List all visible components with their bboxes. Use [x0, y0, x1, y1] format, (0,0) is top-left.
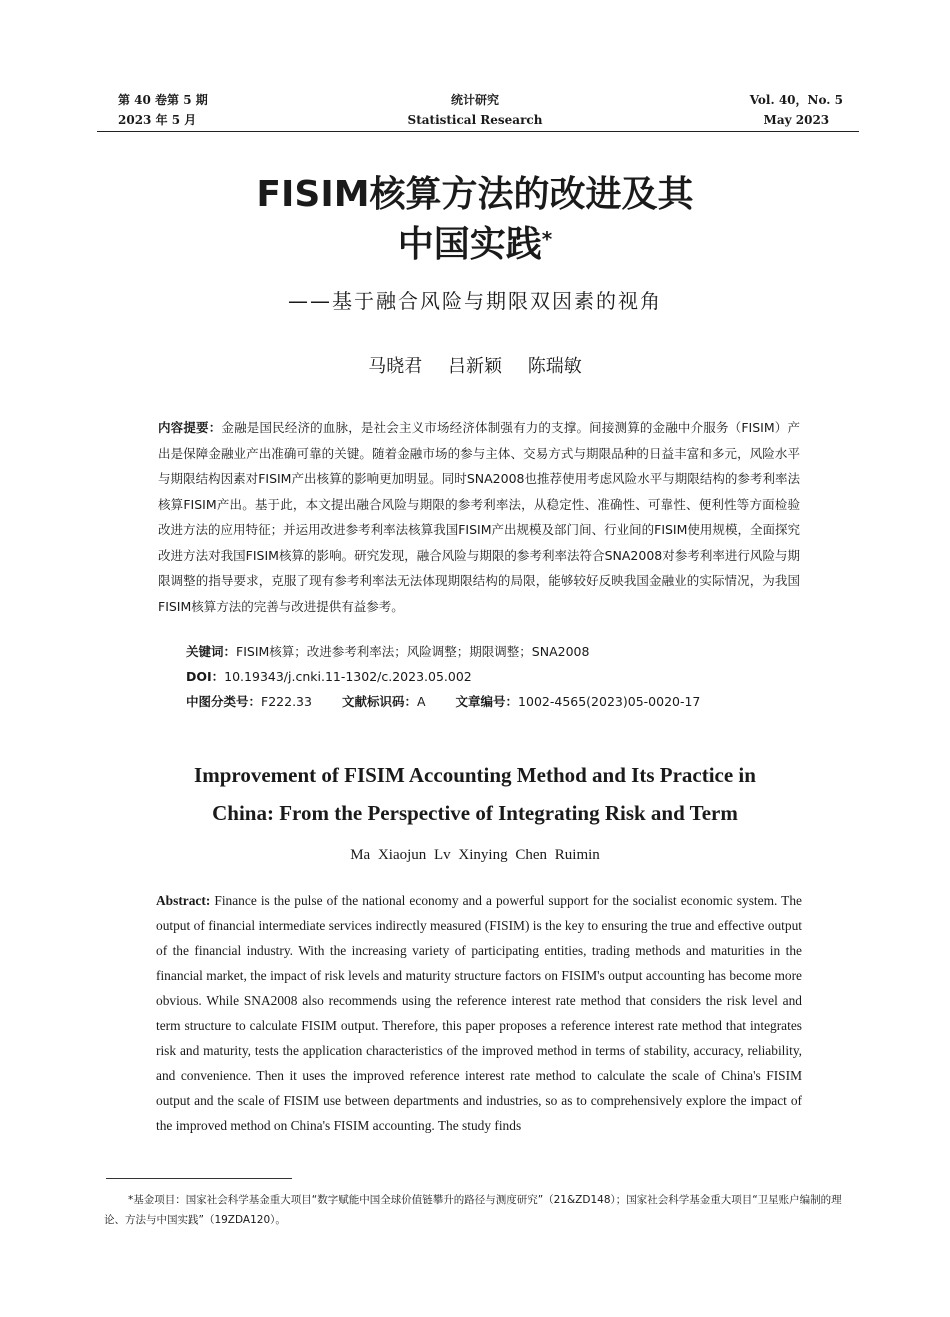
abstract-cn — [158, 415, 800, 619]
volume-issue-cn: 第 40 卷第 5 期 — [118, 93, 208, 107]
abstract-en-label: Abstract: — [156, 893, 211, 908]
keywords — [186, 642, 589, 662]
authors-cn: 马晓君 吕新颖 陈瑞敏 — [368, 356, 582, 377]
keywords-label: 关键词： — [186, 644, 237, 659]
abstract-en-text: Finance is the pulse of the national economy and a powerful support for the socialist economic system. The output of financial intermediate services indirectly measured (FISIM) is the key to ensuring the true and effective output of the financial industry. With the increasing variety of participating entities, trading methods and maturities in the financial market, the impact of risk levels and maturity structure factors on FISIM's output accounting has become more obvious. While SNA2008 also recommends using the reference interest rate method that considers the risk level and term structure to calculate FISIM output. Therefore, this paper proposes a reference interest rate method that integrates risk and maturity, tests the application characteristics of the improved method in terms of stability, accuracy, reliability, and convenience. Then it uses the improved reference interest rate method to calculate the scale of China's FISIM output and the scale of FISIM use between departments and industries, so as to comprehensively explore the impact of the improved method on China's FISIM accounting. The study finds — [156, 893, 802, 1133]
abstract-cn-text: 金融是国民经济的血脉，是社会主义市场经济体制强有力的支撑。间接测算的金融中介服务（FISIM）产出是保障金融业产出准确可靠的关键。随着金融市场的参与主体、交易方式与期限品种的日益丰富和多元，风险水平与期限结构因素对FISIM产出核算的影响更加明显。同时SNA2008也推荐使用考虑风险水平与期限结构的参考利率法核算FISIM产出。基于此，本文提出融合风险与期限的参考利率法，从稳定性、准确性、可靠性、便利性等方面检验改进方法的应用特征；并运用改进参考利率法核算我国FISIM产出规模及部门间、行业间的FISIM使用规模，全面探究改进方法对我国FISIM核算的影响。研究发现，融合风险与期限的参考利率法符合SNA2008对参考利率进行风险与期限调整的指导要求，克服了现有参考利率法无法体现期限结构的局限，能够较好反映我国金融业的实际情况，为我国FISIM核算方法的完善与改进提供有益参考。 — [158, 420, 800, 614]
article-title-cn — [0, 170, 950, 270]
date-cn: 2023 年 5 月 — [118, 113, 197, 127]
article-number-label: 文章编号： — [455, 694, 519, 709]
clc-label: 中图分类号： — [186, 694, 262, 709]
footnote-rule — [106, 1178, 292, 1179]
header-rule — [97, 131, 859, 132]
doi — [186, 667, 472, 687]
title-cn-line1: FISIM核算方法的改进及其 — [256, 174, 694, 215]
doc-code-value: A — [416, 694, 426, 709]
journal-issue-en — [750, 90, 843, 130]
funding-footnote-mark: * — [541, 227, 553, 251]
title-en-line1: Improvement of FISIM Accounting Method and Its Practice in — [194, 763, 756, 787]
doi-link[interactable]: 10.19343/j.cnki.11-1302/c.2023.05.002 — [224, 669, 472, 684]
title-cn-line2: 中国实践 — [397, 224, 542, 265]
doi-label: DOI： — [186, 669, 225, 684]
journal-name-cn: 统计研究 — [450, 93, 499, 107]
title-en-line2: China: From the Perspective of Integrating Risk and Term — [212, 801, 738, 825]
clc-value: F222.33 — [261, 694, 312, 709]
classification-row — [186, 692, 786, 712]
doc-code-label: 文献标识码： — [341, 694, 417, 709]
authors-en: Ma Xiaojun Lv Xinying Chen Ruimin — [350, 847, 600, 863]
funding-footnote: *基金项目：国家社会科学基金重大项目“数字赋能中国全球价值链攀升的路径与测度研究”（21&ZD148）；国家社会科学基金重大项目“卫星账户编制的理论、方法与中国实践”（19ZDA120）。 — [104, 1194, 842, 1226]
article-number-value: 1002-4565(2023)05-0020-17 — [518, 694, 701, 709]
journal-name-en: Statistical Research — [407, 113, 543, 127]
article-subtitle-cn: ——基于融合风险与期限双因素的视角 — [288, 289, 662, 313]
date-en: May 2023 — [763, 113, 830, 127]
volume-issue-en: Vol. 40，No. 5 — [749, 93, 843, 107]
abstract-en — [156, 888, 802, 1138]
article-title-en — [0, 756, 950, 832]
keywords-text: FISIM核算；改进参考利率法；风险调整；期限调整；SNA2008 — [236, 644, 590, 659]
abstract-cn-label: 内容提要： — [158, 420, 222, 435]
